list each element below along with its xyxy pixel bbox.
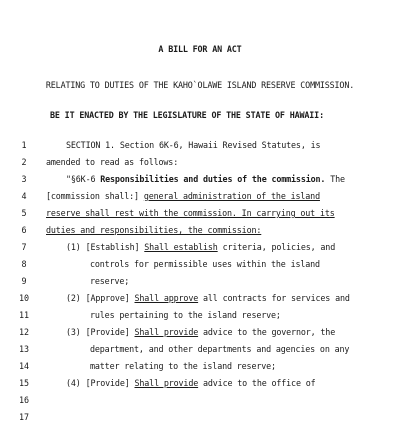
bill-line-1: SECTION 1. Section 6K-6, Hawaii Revised Statutes, is bbox=[66, 140, 321, 150]
line-number: 7 bbox=[21, 242, 27, 252]
line-number: 4 bbox=[21, 191, 27, 201]
bill-line-12 bbox=[66, 327, 335, 337]
section-symbol-text: "§6K-6 bbox=[66, 174, 101, 184]
bill-line-3 bbox=[66, 174, 345, 184]
line-number: 2 bbox=[21, 157, 27, 167]
line-number: 10 bbox=[19, 293, 30, 303]
deleted-text: (3) [Provide] bbox=[66, 327, 135, 337]
bill-line-8: controls for permissible uses within the island bbox=[90, 259, 320, 269]
bill-subtitle: RELATING TO DUTIES OF THE KAHO`OLAWE ISLAND RESERVE COMMISSION. bbox=[45, 80, 355, 90]
text-run: all contracts for services and bbox=[198, 293, 350, 303]
bill-line-11: rules pertaining to the island reserve; bbox=[90, 310, 281, 320]
line-number: 8 bbox=[21, 259, 27, 269]
inserted-text: Shall provide bbox=[134, 378, 199, 388]
inserted-text: Shall approve bbox=[134, 293, 199, 303]
text-run: advice to the office of bbox=[198, 378, 316, 388]
line-number: 14 bbox=[19, 361, 30, 371]
inserted-text: Shall establish bbox=[144, 242, 218, 252]
bill-line-6: duties and responsibilities, the commission: bbox=[46, 225, 262, 235]
bill-title: A BILL FOR AN ACT bbox=[158, 44, 242, 54]
line-number: 12 bbox=[19, 327, 30, 337]
bill-line-7 bbox=[66, 242, 335, 252]
bill-line-9: reserve; bbox=[90, 276, 130, 286]
text-run: criteria, policies, and bbox=[217, 242, 336, 252]
inserted-text: general administration of the island bbox=[143, 191, 320, 201]
inserted-text: Shall provide bbox=[134, 327, 199, 337]
bill-line-15 bbox=[66, 378, 316, 388]
bill-line-5: reserve shall rest with the commission. In carrying out its bbox=[46, 208, 335, 218]
section-heading: Responsibilities and duties of the commission. bbox=[100, 174, 326, 184]
deleted-text: (4) [Provide] bbox=[66, 378, 135, 388]
line-number: 17 bbox=[19, 412, 30, 422]
line-number: 13 bbox=[19, 344, 30, 354]
line-number: 11 bbox=[19, 310, 30, 320]
text-run: The bbox=[325, 174, 345, 184]
deleted-text: (2) [Approve] bbox=[66, 293, 135, 303]
text-run: advice to the governor, the bbox=[198, 327, 336, 337]
line-number: 15 bbox=[19, 378, 30, 388]
line-number: 3 bbox=[21, 174, 27, 184]
line-number: 5 bbox=[21, 208, 27, 218]
bill-line-14: matter relating to the island reserve; bbox=[90, 361, 276, 371]
bill-line-4 bbox=[46, 191, 320, 201]
line-number: 16 bbox=[19, 395, 30, 405]
line-number: 6 bbox=[21, 225, 27, 235]
bill-line-10 bbox=[66, 293, 350, 303]
deleted-text: (1) [Establish] bbox=[66, 242, 145, 252]
bill-line-13: department, and other departments and agencies on any bbox=[90, 344, 350, 354]
line-number: 1 bbox=[21, 140, 27, 150]
bill-line-2: amended to read as follows: bbox=[46, 157, 179, 167]
enacting-clause: BE IT ENACTED BY THE LEGISLATURE OF THE STATE OF HAWAII: bbox=[50, 110, 324, 120]
deleted-text: [commission shall:] bbox=[46, 191, 144, 201]
line-number: 9 bbox=[21, 276, 27, 286]
